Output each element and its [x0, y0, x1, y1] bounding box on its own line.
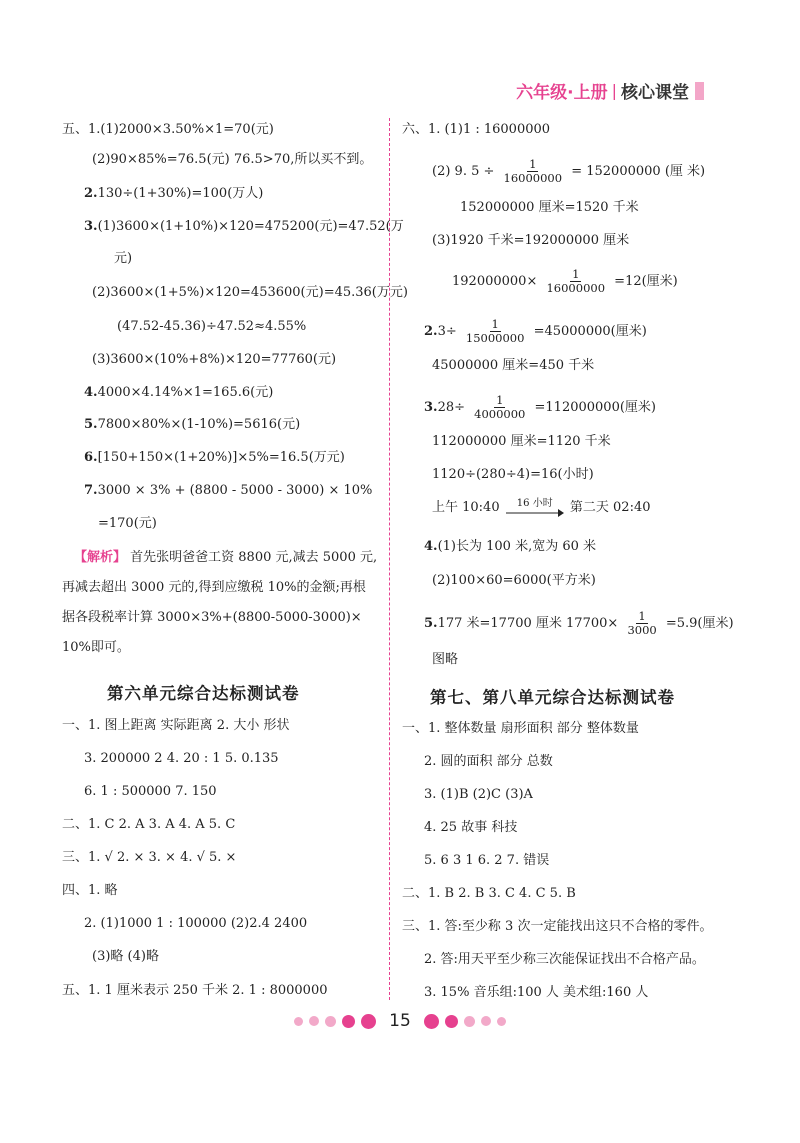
- denominator: 4000000: [474, 407, 526, 421]
- answer-line: (2)3600×(1+5%)×120=453600(元)=45.36(万元): [92, 285, 408, 300]
- decor-dot-icon: [464, 1016, 475, 1027]
- answer-line: [84, 415, 300, 435]
- header-tag-icon: [695, 82, 704, 100]
- answer-text: 130÷(1+30%)=100(万人): [97, 186, 264, 201]
- item-number: 3.: [84, 219, 98, 234]
- answer-text: 192000000×: [452, 274, 538, 289]
- answer-line: 4. 25 故事 科技: [424, 820, 518, 835]
- answer-text: 上午 10:40: [432, 500, 500, 515]
- answer-line: [424, 610, 734, 637]
- section-title-unit6: 第六单元综合达标测试卷: [107, 684, 300, 703]
- answer-line: (3)3600×(10%+8%)×120=77760(元): [92, 352, 337, 367]
- answer-line: 5. 6 3 1 6. 2 7. 错误: [424, 853, 550, 868]
- answer-line: [84, 481, 372, 501]
- denominator: 15000000: [465, 331, 525, 345]
- answer-line: [432, 158, 705, 185]
- answer-line: (3)略 (4)略: [92, 949, 159, 964]
- answer-text: =112000000(厘米): [534, 400, 656, 415]
- answer-line: 2. 答:用天平至少称三次能保证找出不合格产品。: [424, 952, 705, 967]
- answer-line: 元): [114, 251, 133, 266]
- answer-line: [84, 184, 263, 204]
- analysis-text: 首先张明爸爸工资 8800 元,减去 5000 元,: [126, 550, 378, 565]
- answer-line: 152000000 厘米=1520 千米: [460, 200, 639, 215]
- fraction: [464, 318, 527, 345]
- time-arrow: [506, 498, 564, 517]
- answer-line: 6. 1 : 500000 7. 150: [84, 784, 217, 799]
- answer-text: 3000 × 3% + (8800 - 5000 - 3000) × 10%: [97, 483, 373, 498]
- answer-line: 一、1. 整体数量 扇形面积 部分 整体数量: [402, 721, 639, 736]
- answer-line: 三、1. √ 2. × 3. × 4. √ 5. ×: [62, 850, 237, 865]
- right-arrow-icon: [506, 509, 564, 517]
- numerator: 1: [572, 267, 580, 281]
- decor-dot-icon: [481, 1016, 491, 1026]
- grade-label: 六年级·上册: [516, 83, 608, 103]
- answer-line: 1120÷(280÷4)=16(小时): [432, 467, 594, 482]
- numerator: 1: [496, 393, 504, 407]
- analysis-line: [74, 548, 377, 568]
- answer-line: 五、1. 1 厘米表示 250 千米 2. 1 : 8000000: [62, 983, 328, 998]
- answer-line: 五、1.(1)2000×3.50%×1=70(元): [62, 122, 274, 137]
- answer-text: =45000000(厘米): [533, 324, 647, 339]
- page-header: [516, 78, 704, 103]
- answer-text: 第二天 02:40: [569, 500, 651, 515]
- answer-line: [84, 383, 273, 403]
- answer-text: 28÷: [437, 400, 466, 415]
- item-number: 4.: [424, 539, 438, 554]
- answer-text: =12(厘米): [614, 274, 678, 289]
- item-number: 2.: [84, 186, 98, 201]
- arrow-label: 16 小时: [516, 498, 553, 509]
- decor-dot-icon: [294, 1017, 303, 1026]
- answer-text: (1)长为 100 米,宽为 60 米: [437, 539, 597, 554]
- answer-line: 3. 15% 音乐组:100 人 美术组:160 人: [424, 985, 649, 1000]
- answer-line: 四、1. 略: [62, 883, 118, 898]
- answer-text: (2) 9. 5 ÷: [432, 164, 495, 179]
- analysis-line: 据各段税率计算 3000×3%+(8800-5000-3000)×: [62, 610, 362, 625]
- answer-line: [424, 318, 647, 345]
- item-number: 6.: [84, 450, 98, 465]
- series-label: 核心课堂: [621, 83, 689, 103]
- item-number: 2.: [424, 324, 438, 339]
- answer-line: [452, 268, 678, 295]
- answer-line: 2. 圆的面积 部分 总数: [424, 754, 553, 769]
- answer-text: [150+150×(1+20%)]×5%=16.5(万元): [97, 450, 345, 465]
- answer-line: 3. 200000 2 4. 20 : 1 5. 0.135: [84, 751, 279, 766]
- answer-text: = 152000000 (厘 米): [571, 164, 706, 179]
- answer-line: 2. (1)1000 1 : 100000 (2)2.4 2400: [84, 916, 308, 931]
- item-number: 4.: [84, 385, 98, 400]
- decor-dot-icon: [309, 1016, 319, 1026]
- page-footer: [0, 1011, 800, 1031]
- item-number: 5.: [424, 616, 438, 631]
- answer-line: 二、1. B 2. B 3. C 4. C 5. B: [402, 886, 576, 901]
- decor-dot-icon: [361, 1014, 376, 1029]
- fraction: [544, 268, 607, 295]
- decor-dot-icon: [497, 1017, 506, 1026]
- answer-line: [84, 448, 345, 468]
- answer-line: (2)90×85%=76.5(元) 76.5>70,所以买不到。: [92, 152, 373, 167]
- page-number: 15: [389, 1011, 411, 1031]
- fraction: [472, 394, 527, 421]
- answer-text: (1)3600×(1+10%)×120=475200(元)=47.52(万: [97, 219, 404, 234]
- answer-line: =170(元): [98, 516, 157, 531]
- denominator: 16000000: [546, 281, 606, 295]
- fraction: [625, 610, 658, 637]
- answer-line: (47.52-45.36)÷47.52≈4.55%: [117, 319, 307, 334]
- answer-line: 112000000 厘米=1120 千米: [432, 434, 611, 449]
- answer-line: (2)100×60=6000(平方米): [432, 573, 596, 588]
- section-title-unit7-8: 第七、第八单元综合达标测试卷: [430, 688, 675, 707]
- answer-text: =5.9(厘米): [665, 616, 734, 631]
- column-divider: [389, 118, 390, 1000]
- item-number: 5.: [84, 417, 98, 432]
- answer-line: [424, 394, 656, 421]
- numerator: 1: [529, 157, 537, 171]
- numerator: 1: [491, 317, 499, 331]
- decor-dot-icon: [342, 1015, 355, 1028]
- analysis-line: 再减去超出 3000 元的,得到应缴税 10%的金额;再根: [62, 580, 366, 595]
- decor-dot-icon: [325, 1016, 336, 1027]
- answer-line: 三、1. 答:至少称 3 次一定能找出这只不合格的零件。: [402, 919, 713, 934]
- item-number: 7.: [84, 483, 98, 498]
- answer-line: 六、1. (1)1 : 16000000: [402, 122, 551, 137]
- numerator: 1: [638, 609, 646, 623]
- header-separator: |: [611, 81, 617, 100]
- answer-text: 3÷: [437, 324, 457, 339]
- answer-line: 45000000 厘米=450 千米: [432, 358, 595, 373]
- analysis-label: 【解析】: [74, 550, 127, 565]
- answer-line: [432, 498, 651, 518]
- answer-line: 图略: [432, 652, 459, 667]
- fraction: [502, 158, 565, 185]
- answer-line: (3)1920 千米=192000000 厘米: [432, 233, 630, 248]
- answer-line: [84, 217, 404, 237]
- answer-line: [424, 537, 596, 557]
- answer-text: 177 米=17700 厘米 17700×: [437, 616, 619, 631]
- denominator: 16000000: [503, 171, 563, 185]
- analysis-line: 10%即可。: [62, 640, 130, 655]
- answer-text: 7800×80%×(1-10%)=5616(元): [97, 417, 301, 432]
- decor-dot-icon: [424, 1014, 439, 1029]
- item-number: 3.: [424, 400, 438, 415]
- answer-text: 4000×4.14%×1=165.6(元): [97, 385, 274, 400]
- answer-line: 3. (1)B (2)C (3)A: [424, 787, 533, 802]
- answer-line: 二、1. C 2. A 3. A 4. A 5. C: [62, 817, 236, 832]
- decor-dot-icon: [445, 1015, 458, 1028]
- denominator: 3000: [627, 623, 657, 637]
- answer-line: 一、1. 图上距离 实际距离 2. 大小 形状: [62, 718, 290, 733]
